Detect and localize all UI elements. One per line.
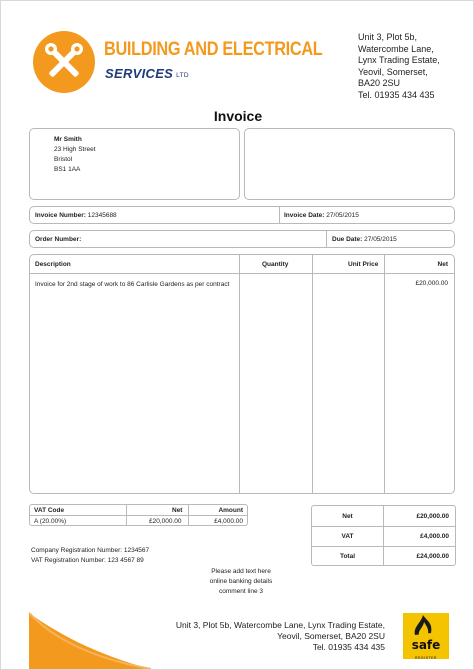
items-table-header xyxy=(30,255,454,274)
address-line: Yeovil, Somerset, xyxy=(358,66,428,77)
address-line: Unit 3, Plot 5b, xyxy=(358,32,418,42)
footer-swoosh-decoration xyxy=(1,611,151,669)
items-table xyxy=(29,254,455,494)
note-line: online banking details xyxy=(209,578,273,585)
address-line: Watercombe Lane, xyxy=(358,43,434,54)
document-title: Invoice xyxy=(213,108,263,124)
footer-line: Yeovil, Somerset, BA20 2SU xyxy=(277,631,385,641)
address-line: BA20 2SU xyxy=(358,78,401,88)
due-date-value: 27/05/2015 xyxy=(364,236,397,243)
footer-address xyxy=(176,620,385,653)
vat-header-net: Net xyxy=(172,507,183,514)
column-divider xyxy=(312,255,313,493)
totals-vat-row xyxy=(312,526,455,546)
vat-row-amount: £4,000.00 xyxy=(214,518,243,525)
delivery-address-box xyxy=(244,128,455,200)
column-divider xyxy=(239,255,240,493)
invoice-date-field xyxy=(284,212,359,219)
totals-total-row xyxy=(312,546,455,566)
footer-phone: Tel. 01935 434 435 xyxy=(312,642,385,652)
gas-safe-label: safe xyxy=(411,638,441,652)
item-net: £20,000.00 xyxy=(415,280,448,287)
order-number-row xyxy=(29,230,455,248)
totals-vat-value: £4,000.00 xyxy=(420,533,449,540)
invoice-number-field xyxy=(35,212,117,219)
totals-total-label: Total xyxy=(339,553,356,560)
header-description: Description xyxy=(35,261,71,268)
invoice-date-value: 27/05/2015 xyxy=(326,212,359,219)
note-line: Please add text here xyxy=(211,568,271,575)
address-line: Lynx Trading Estate, xyxy=(358,55,440,65)
due-date-field xyxy=(332,236,397,243)
totals-vat-label: VAT xyxy=(341,533,354,540)
company-registration-number: Company Registration Number: 1234567 xyxy=(31,547,150,554)
column-divider xyxy=(188,505,189,525)
vat-header-amount: Amount xyxy=(218,507,243,514)
totals-box xyxy=(311,505,456,566)
totals-net-row xyxy=(312,506,455,526)
company-name-line2 xyxy=(105,66,189,81)
order-number-label: Order Number: xyxy=(35,236,82,243)
registration-info xyxy=(31,546,149,566)
company-address xyxy=(358,32,440,101)
footer-line: Unit 3, Plot 5b, Watercombe Lane, Lynx Trading Estate, xyxy=(175,620,385,630)
due-date-label: Due Date: xyxy=(332,236,363,243)
header-unit-price: Unit Price xyxy=(348,261,379,268)
payment-note xyxy=(191,567,291,597)
invoice-number-row xyxy=(29,206,455,224)
invoice-number-value: 12345688 xyxy=(87,212,117,219)
note-line: comment line 3 xyxy=(218,588,264,595)
customer-address-line: 23 High Street xyxy=(54,146,96,153)
address-phone: Tel. 01935 434 435 xyxy=(358,89,435,100)
gas-safe-logo-icon xyxy=(401,611,451,661)
row-divider xyxy=(30,515,247,516)
header-net: Net xyxy=(437,261,448,268)
divider xyxy=(326,231,327,247)
totals-net-label: Net xyxy=(342,513,353,520)
column-divider xyxy=(384,255,385,493)
invoice-number-label: Invoice Number: xyxy=(35,212,86,219)
divider xyxy=(279,207,280,223)
customer-address-line: Bristol xyxy=(54,156,73,163)
vat-header-code: VAT Code xyxy=(34,507,65,514)
customer-address-line: BS1 1AA xyxy=(54,166,81,173)
company-name-services: SERVICES xyxy=(105,66,174,81)
totals-total-value: £24,000.00 xyxy=(416,553,449,560)
gas-safe-register-label: REGISTER xyxy=(415,656,437,660)
customer-name: Mr Smith xyxy=(54,136,82,143)
item-description: Invoice for 2nd stage of work to 86 Carlisle Gardens as per contract xyxy=(35,281,230,288)
company-logo-icon xyxy=(33,31,95,93)
invoice-date-label: Invoice Date: xyxy=(284,212,325,219)
vat-row-net: £20,000.00 xyxy=(149,518,182,525)
column-divider xyxy=(126,505,127,525)
company-name-suffix: LTD xyxy=(176,72,189,79)
vat-row-code: A (20.00%) xyxy=(34,518,67,525)
vat-table xyxy=(29,504,248,526)
customer-address-box xyxy=(29,128,240,200)
header-quantity: Quantity xyxy=(262,261,289,268)
vat-registration-number: VAT Registration Number: 123 4567 89 xyxy=(31,557,144,564)
company-name-line1: BUILDING AND ELECTRICAL xyxy=(104,39,323,60)
order-number-field xyxy=(35,236,81,243)
totals-net-value: £20,000.00 xyxy=(416,513,449,520)
